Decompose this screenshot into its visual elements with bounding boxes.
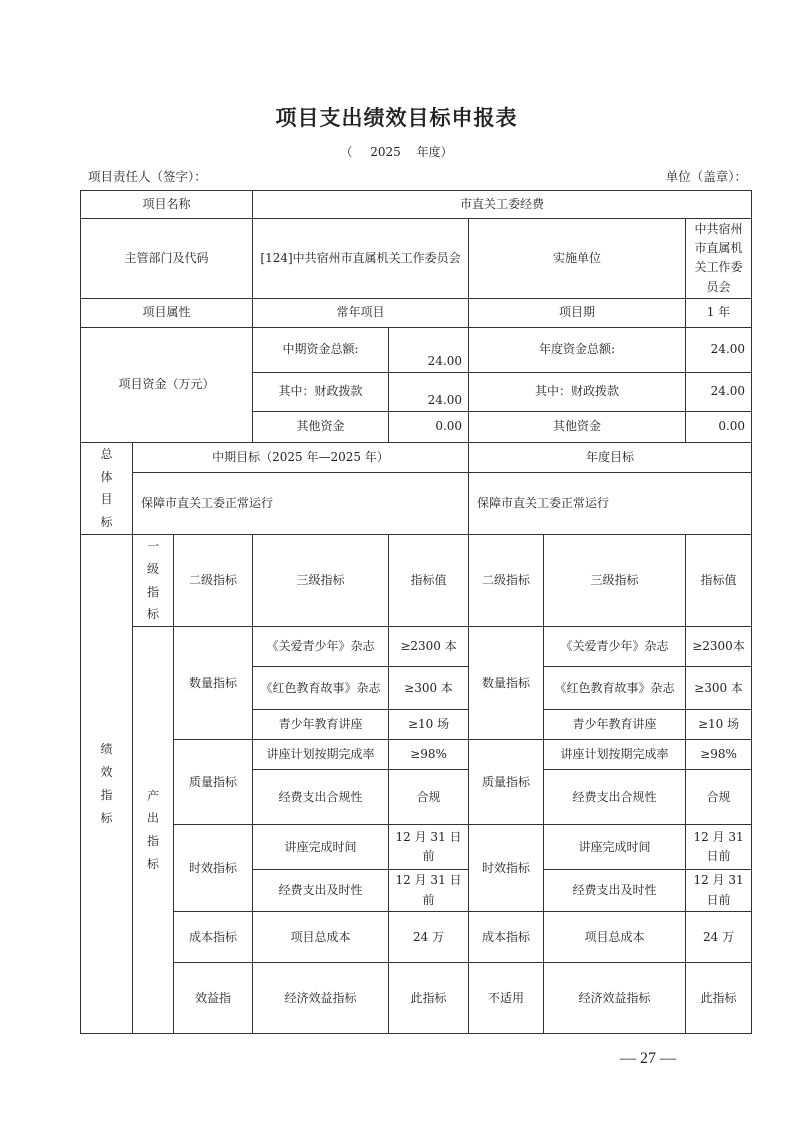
mid-value-header: 指标值 [389,534,469,626]
year-magazine1-value: ≥2300本 [686,627,752,667]
year-other-label: 其他资金 [469,411,686,442]
year-quality-label: 质量指标 [469,740,544,825]
mid-other-label: 其他资金 [253,411,389,442]
year-total-cost-value: 24 万 [686,912,752,963]
mid-total-cost-value: 24 万 [389,912,469,963]
mid-magazine2-value: ≥300 本 [389,667,469,710]
attr-value: 常年项目 [253,298,469,327]
mid-economic-value: 不适用 [469,963,544,1034]
page-title: 项目支出绩效目标申报表 [275,106,518,130]
mid-completion-value: ≥98% [389,740,469,770]
year-magazine1-name: 《关爱青少年》杂志 [544,627,686,667]
period-label: 项目期 [469,298,686,327]
mid-total-cost-name: 项目总成本 [253,912,389,963]
project-name-label: 项目名称 [81,191,253,219]
mid-lecture-time-value: 12 月 31 日前 [389,825,469,870]
mid-total-value: 24.00 [389,327,469,372]
year-lecture-time-value: 12 月 31日前 [686,825,752,870]
attr-label: 项目属性 [81,298,253,327]
mid-timeliness-label: 时效指标 [174,825,253,912]
year-lecture-value: ≥10 场 [686,710,752,740]
year-value-header: 指标值 [686,534,752,626]
mid-magazine2-name: 《红色教育故事》杂志 [253,667,389,710]
year-economic-label: 经济效益指标 [544,963,686,1034]
mid-compliance-value: 合规 [389,770,469,825]
mid-lecture-value: ≥10 场 [389,710,469,740]
mid-fiscal-value: 24.00 [389,372,469,411]
year-completion-name: 讲座计划按期完成率 [544,740,686,770]
mid-economic-label: 经济效益指标 [253,963,389,1034]
mid-completion-name: 讲座计划按期完成率 [253,740,389,770]
year-magazine2-value: ≥300 本 [686,667,752,710]
mid-goal-text: 保障市直关工委正常运行 [133,473,469,534]
mid-other-value: 0.00 [389,411,469,442]
year-label: 年度） [416,145,453,159]
mid-level3-header: 三级指标 [253,534,389,626]
impl-unit-label: 实施单位 [469,219,686,299]
performance-table [80,190,752,1034]
page-number: — 27 — [620,1050,676,1067]
mid-quantity-label: 数量指标 [174,627,253,740]
year-goal-header: 年度目标 [469,442,752,473]
level1-header: 一级指标 [133,534,174,626]
year-spend-time-value: 12 月 31日前 [686,870,752,912]
year-goal-text: 保障市直关工委正常运行 [469,473,752,534]
mid-lecture-time-name: 讲座完成时间 [253,825,389,870]
mid-magazine1-name: 《关爱青少年》杂志 [253,627,389,667]
mid-magazine1-value: ≥2300 本 [389,627,469,667]
output-indicator-label: 产出指标 [133,627,174,1034]
project-name-value: 市直关工委经费 [253,191,752,219]
dept-label: 主管部门及代码 [81,219,253,299]
year-compliance-name: 经费支出合规性 [544,770,686,825]
indicators-label: 绩效指标 [81,534,133,1033]
mid-spend-time-value: 12 月 31 日前 [389,870,469,912]
year-total-cost-name: 项目总成本 [544,912,686,963]
year-spend-time-name: 经费支出及时性 [544,870,686,912]
year-cost-label: 成本指标 [469,912,544,963]
year-level3-header: 三级指标 [544,534,686,626]
mid-total-label: 中期资金总额: [253,327,389,372]
mid-compliance-name: 经费支出合规性 [253,770,389,825]
mid-fiscal-label: 其中：财政拨款 [253,372,389,411]
year-fiscal-value: 24.00 [686,372,752,411]
owner-signature-label: 项目责任人（签字）： [88,169,207,184]
year-value: 2025 [370,145,401,159]
year-lecture-name: 青少年教育讲座 [544,710,686,740]
mid-spend-time-name: 经费支出及时性 [253,870,389,912]
year-line [0,143,793,160]
year-completion-value: ≥98% [686,740,752,770]
mid-economic-name: 此指标 [389,963,469,1034]
year-timeliness-label: 时效指标 [469,825,544,912]
unit-seal-label: 单位（盖章）： [665,169,747,184]
year-open: （ [340,145,353,159]
mid-goal-header: 中期目标（2025 年—2025 年） [133,442,469,473]
year-other-value: 0.00 [686,411,752,442]
year-total-value: 24.00 [686,327,752,372]
year-quantity-label: 数量指标 [469,627,544,740]
year-total-label: 年度资金总额: [469,327,686,372]
impl-unit-value: 中共宿州市直属机关工作委员会 [686,219,752,299]
mid-quality-label: 质量指标 [174,740,253,825]
overall-goal-label: 总体目标 [81,442,133,534]
year-lecture-time-name: 讲座完成时间 [544,825,686,870]
year-compliance-value: 合规 [686,770,752,825]
mid-cost-label: 成本指标 [174,912,253,963]
dept-value: [124]中共宿州市直属机关工作委员会 [253,219,469,299]
year-level2-header: 二级指标 [469,534,544,626]
benefit-indicator-label: 效益指 [174,963,253,1034]
mid-lecture-name: 青少年教育讲座 [253,710,389,740]
year-magazine2-name: 《红色教育故事》杂志 [544,667,686,710]
period-value: 1 年 [686,298,752,327]
year-fiscal-label: 其中：财政拨款 [469,372,686,411]
mid-level2-header: 二级指标 [174,534,253,626]
funds-label: 项目资金（万元） [81,327,253,442]
year-economic-name: 此指标 [686,963,752,1034]
